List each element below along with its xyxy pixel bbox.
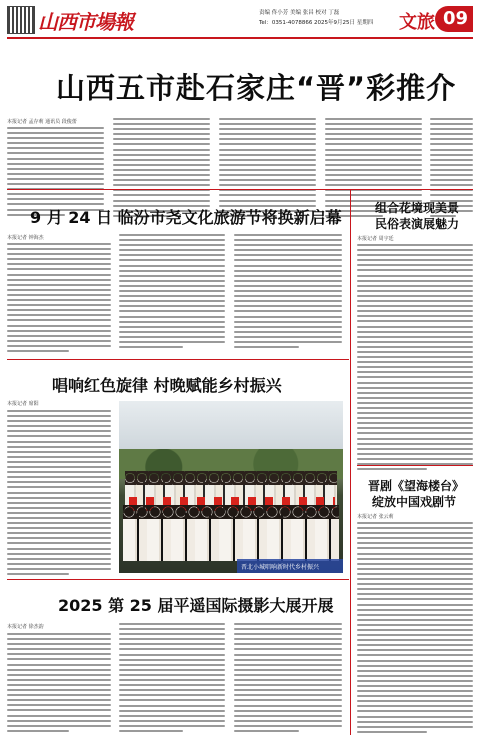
lead-byline: 本报记者 孟存莉 通讯员 段俊蕾	[7, 119, 77, 125]
side1-byline: 本报记者 周宇廷	[357, 236, 394, 242]
story4-col-3	[234, 623, 342, 735]
side1-title-line1: 组合花境现美景	[375, 201, 460, 215]
masthead-logo: 山西市場報	[38, 10, 133, 34]
photo-choir-row-front	[123, 513, 339, 561]
story4-col-1	[7, 633, 111, 735]
page-number	[435, 6, 473, 32]
lead-headline: 山西五市赴石家庄“晋”彩推介	[56, 71, 457, 105]
side-mid-rule	[357, 465, 473, 466]
story2-col-2	[119, 234, 225, 351]
photo-choir-heads-front	[123, 505, 339, 519]
photo-choir-heads	[125, 471, 337, 485]
story4-byline: 本报记者 徐杰韵	[7, 624, 44, 630]
photo-caption: 晋北小城唱响新时代乡村振兴	[241, 564, 320, 571]
masthead-rule	[7, 37, 473, 39]
photo-caption-bar	[237, 559, 343, 573]
story4-headline: 2025 第 25 届平遥国际摄影大展开展	[58, 596, 334, 615]
side2-col-1	[357, 522, 473, 736]
masthead-tel: Tel：0351-4078866 2025年9月25日 星期四	[259, 20, 374, 26]
page-number-text: 09	[443, 8, 469, 29]
qr-code	[7, 6, 35, 34]
side1-col-1	[357, 244, 473, 473]
side1-title-line2: 民俗表演展魅力	[375, 217, 460, 231]
side2-byline: 本报记者 张云莉	[357, 514, 394, 520]
story3-photo	[119, 401, 343, 573]
masthead-info: 责编 佟小芳 美编 张昌 校对 丁磊	[259, 10, 340, 16]
story2-byline: 本报记者 钟海杰	[7, 235, 44, 241]
story3-bottom-rule	[7, 579, 349, 580]
story2-headline: 9 月 24 日 临汾市尧文化旅游节将换新启幕	[30, 208, 342, 227]
story3-col-1	[7, 410, 111, 578]
lead-bottom-rule	[7, 189, 473, 190]
section-name: 文旅	[399, 12, 435, 33]
story2-col-1	[7, 243, 111, 355]
story4-col-2	[119, 623, 225, 735]
masthead	[0, 0, 480, 46]
story2-bottom-rule	[7, 359, 349, 360]
story3-headline: 唱响红色旋律 村晚赋能乡村振兴	[52, 376, 282, 395]
side2-title-line2: 绽放中国戏剧节	[372, 495, 457, 509]
story3-byline: 本报记者 席阳	[7, 401, 39, 407]
story2-col-3	[234, 234, 342, 351]
sidebar-divider	[350, 190, 351, 735]
side2-title-line1: 晋剧《望海楼台》	[368, 479, 465, 493]
